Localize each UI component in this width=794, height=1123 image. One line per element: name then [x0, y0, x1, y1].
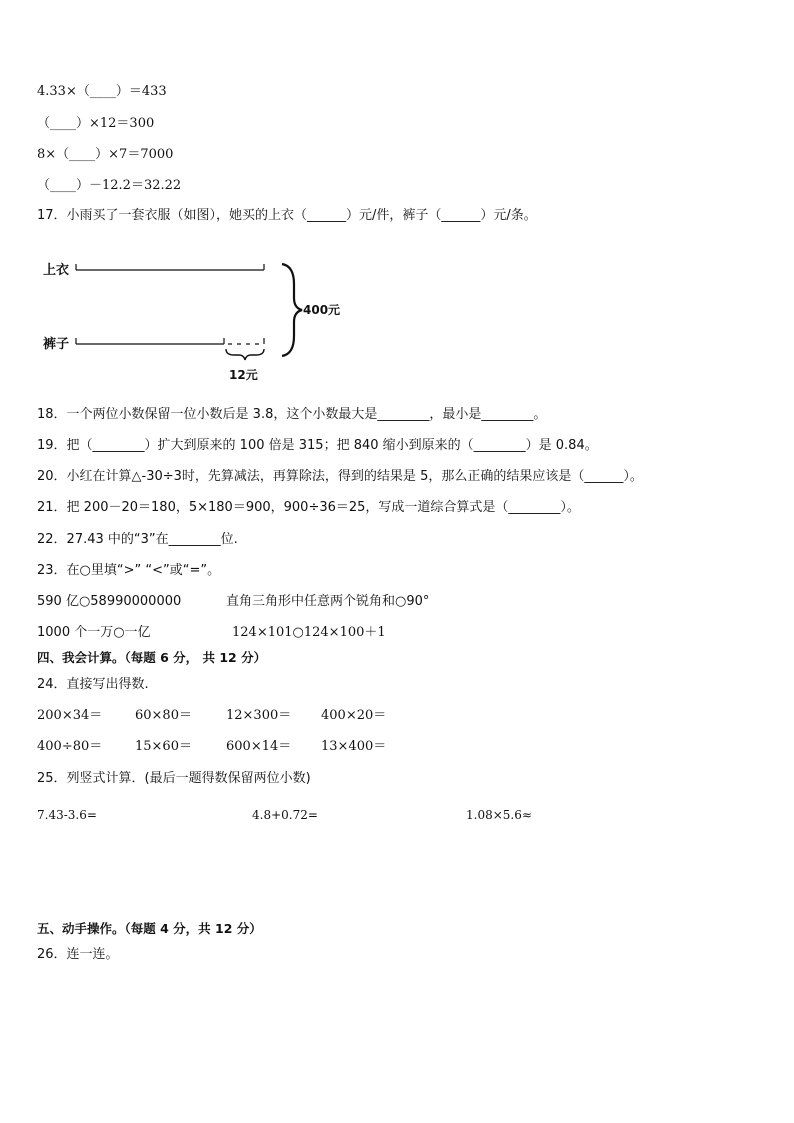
- question-21: 21．把 200－20＝180，5×180＝900，900÷36＝25，写成一道综合算式是（________）。: [37, 500, 580, 515]
- compare-item-2: 直角三角形中任意两个锐角和○90°: [226, 594, 430, 609]
- diff-brace: [226, 349, 264, 360]
- label-top-clothes: 上衣: [43, 263, 70, 278]
- calc-item: 600×14＝: [226, 739, 292, 754]
- question-19: 19．把（________）扩大到原来的 100 倍是 315；把 840 缩小到原来的（________）是 0.84。: [37, 438, 598, 453]
- question-25: 25．列竖式计算．(最后一题得数保留两位小数): [37, 771, 311, 786]
- total-brace: [282, 264, 302, 356]
- calc-item: 13×400＝: [321, 739, 387, 754]
- question-23: 23．在○里填“>” “<”或“=”。: [37, 563, 221, 578]
- section-5-heading: 五、动手操作。（每题 4 分，共 12 分）: [37, 921, 262, 936]
- calc-item: 15×60＝: [135, 739, 192, 754]
- total-label: 400元: [303, 303, 341, 317]
- section-4-heading: 四、我会计算。（每题 6 分， 共 12 分）: [37, 650, 267, 665]
- question-24: 24．直接写出得数.: [37, 677, 149, 692]
- question-18: 18．一个两位小数保留一位小数后是 3.8，这个小数最大是________，最小是________。: [37, 407, 547, 422]
- compare-item-1: 590 亿○58990000000: [37, 594, 182, 609]
- calc-item: 400×20＝: [321, 708, 387, 723]
- vertical-calc-item: 4.8+0.72=: [252, 808, 318, 822]
- question-20: 20．小红在计算△-30÷3时，先算减法，再算除法，得到的结果是 5，那么正确的结果应该是（______）。: [37, 469, 643, 484]
- label-bottom-pants: 裤子: [43, 337, 70, 352]
- equation-3: 8×（____）×7＝7000: [37, 147, 174, 162]
- question-22: 22．27.43 中的“3”在________位.: [37, 532, 238, 547]
- compare-item-3: 1000 个一万○一亿: [37, 625, 151, 640]
- clothes-line-diagram: [30, 252, 350, 387]
- equation-1: 4.33×（____）＝433: [37, 84, 167, 99]
- question-26: 26．连一连。: [37, 947, 119, 962]
- compare-item-4: 124×101○124×100＋1: [232, 625, 386, 640]
- equation-4: （____）－12.2＝32.22: [37, 178, 182, 193]
- calc-item: 60×80＝: [135, 708, 192, 723]
- vertical-calc-item: 1.08×5.6≈: [466, 808, 532, 822]
- calc-item: 12×300＝: [226, 708, 292, 723]
- calc-item: 400÷80＝: [37, 739, 103, 754]
- equation-2: （____）×12＝300: [37, 116, 155, 131]
- diff-label: 12元: [229, 368, 258, 382]
- vertical-calc-item: 7.43-3.6=: [37, 808, 97, 822]
- calc-item: 200×34＝: [37, 708, 103, 723]
- question-17: 17．小雨买了一套衣服（如图），她买的上衣（______）元/件，裤子（______）元/条。: [37, 208, 537, 223]
